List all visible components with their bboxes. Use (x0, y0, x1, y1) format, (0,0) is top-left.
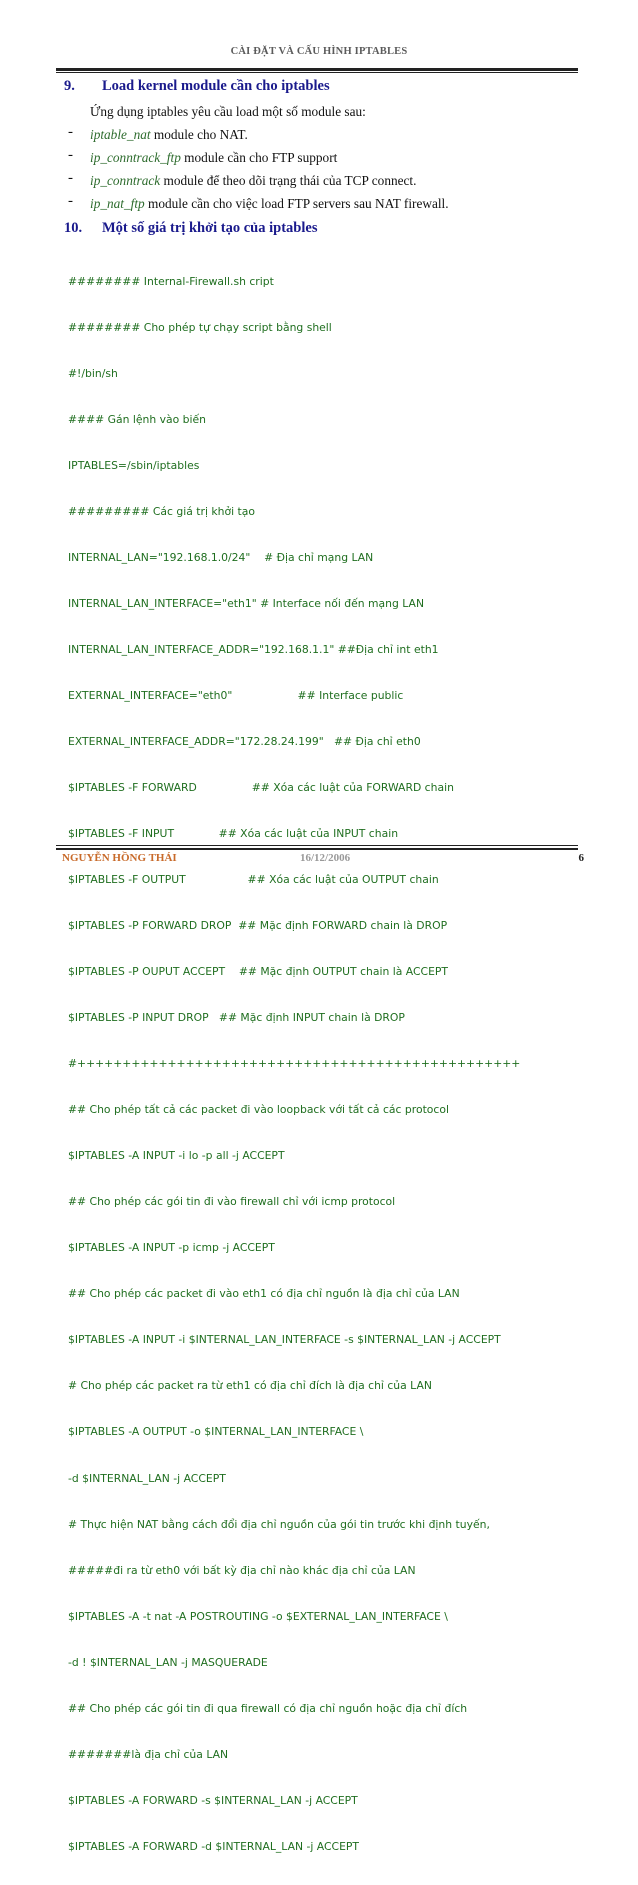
code-line: ######### Các giá trị khởi tạo (68, 504, 255, 518)
code-line: EXTERNAL_INTERFACE="eth0" ## Interface public (68, 688, 404, 702)
footer-author: NGUYỄN HỒNG THÁI (62, 852, 177, 864)
code-line: ######## Internal-Firewall.sh cript (68, 274, 274, 288)
module-desc: module cần cho việc load FTP servers sau NAT firewall. (144, 196, 449, 211)
code-line: INTERNAL_LAN_INTERFACE="eth1" # Interface nối đến mạng LAN (68, 596, 425, 610)
code-line: #######là địa chỉ của LAN (68, 1747, 229, 1761)
bullet-dash: - (68, 147, 73, 163)
code-line: ## Cho phép tất cả các packet đi vào loopback với tất cả các protocol (68, 1103, 449, 1117)
code-line: ## Cho phép các packet đi vào eth1 có địa chỉ nguồn là địa chỉ của LAN (68, 1287, 460, 1301)
module-desc: module cho NAT. (150, 127, 248, 142)
code-line: ## Cho phép các gói tin đi vào firewall chỉ với icmp protocol (68, 1195, 396, 1209)
code-line: #### Gán lệnh vào biến (68, 412, 207, 426)
code-line: $IPTABLES -F OUTPUT ## Xóa các luật của OUTPUT chain (68, 873, 439, 887)
footer-rule-thick (56, 848, 578, 850)
script-code-block (68, 243, 520, 1885)
footer-date: 16/12/2006 (300, 852, 351, 864)
module-name: ip_conntrack (90, 173, 161, 188)
module-name: ip_conntrack_ftp (90, 150, 181, 165)
module-name: ip_nat_ftp (90, 196, 145, 211)
code-line: $IPTABLES -A INPUT -p icmp -j ACCEPT (68, 1241, 275, 1255)
code-line: -d $INTERNAL_LAN -j ACCEPT (68, 1471, 226, 1485)
section-10-number: 10. (64, 220, 83, 236)
code-line: #+++++++++++++++++++++++++++++++++++++++++++++++++ (68, 1057, 521, 1071)
section-9-title: Load kernel module cần cho iptables (102, 78, 330, 94)
module-item (90, 127, 248, 143)
code-line: $IPTABLES -A INPUT -i lo -p all -j ACCEPT (68, 1149, 285, 1163)
footer-rule (56, 845, 578, 846)
module-desc: module để theo dõi trạng thái của TCP connect. (160, 173, 417, 188)
module-item (90, 196, 449, 212)
code-line: -d ! $INTERNAL_LAN -j MASQUERADE (68, 1655, 268, 1669)
code-line: $IPTABLES -P OUPUT ACCEPT ## Mặc định OUTPUT chain là ACCEPT (68, 965, 448, 979)
code-line: INTERNAL_LAN_INTERFACE_ADDR="192.168.1.1" ##Địa chỉ int eth1 (68, 642, 439, 656)
page-number: 6 (578, 852, 584, 864)
code-line: $IPTABLES -P INPUT DROP ## Mặc định INPUT chain là DROP (68, 1011, 405, 1025)
module-item (90, 150, 337, 166)
code-line: EXTERNAL_INTERFACE_ADDR="172.28.24.199" ## Địa chỉ eth0 (68, 735, 421, 748)
code-line: # Thực hiện NAT bằng cách đổi địa chỉ nguồn của gói tin trước khi định tuyến, (68, 1517, 490, 1531)
bullet-dash: - (68, 124, 73, 140)
code-line: IPTABLES=/sbin/iptables (68, 458, 200, 472)
section-10-title: Một số giá trị khởi tạo của iptables (102, 220, 318, 236)
code-line: $IPTABLES -F FORWARD ## Xóa các luật của FORWARD chain (68, 781, 454, 795)
section-9-number: 9. (64, 78, 75, 94)
code-line: #!/bin/sh (68, 366, 118, 380)
bullet-dash: - (68, 193, 73, 209)
bullet-dash: - (68, 170, 73, 186)
module-item (90, 173, 416, 189)
code-line: $IPTABLES -A FORWARD -s $INTERNAL_LAN -j ACCEPT (68, 1793, 358, 1807)
module-desc: module cần cho FTP support (180, 150, 338, 165)
code-line: $IPTABLES -F INPUT ## Xóa các luật của INPUT chain (68, 827, 399, 841)
code-line: ## Cho phép các gói tin đi qua firewall có địa chỉ nguồn hoặc địa chỉ đích (68, 1701, 468, 1715)
code-line: $IPTABLES -A FORWARD -d $INTERNAL_LAN -j ACCEPT (68, 1839, 359, 1853)
code-line: INTERNAL_LAN="192.168.1.0/24" # Địa chỉ mạng LAN (68, 550, 374, 564)
header-title: CÀI ĐẶT VÀ CẤU HÌNH IPTABLES (230, 46, 408, 57)
header-rule-thin (56, 72, 578, 73)
code-line: $IPTABLES -A -t nat -A POSTROUTING -o $EXTERNAL_LAN_INTERFACE \ (68, 1609, 448, 1623)
code-line: $IPTABLES -A OUTPUT -o $INTERNAL_LAN_INTERFACE \ (68, 1425, 364, 1439)
code-line: ######## Cho phép tự chạy script bằng shell (68, 320, 332, 334)
code-line: # Cho phép các packet ra từ eth1 có địa chỉ đích là địa chỉ của LAN (68, 1379, 432, 1393)
header-rule (56, 68, 578, 71)
section-9-intro: Ứng dụng iptables yêu cầu load một số module sau: (90, 104, 366, 119)
module-name: iptable_nat (90, 127, 151, 142)
code-line: #####đi ra từ eth0 với bất kỳ địa chỉ nào khác địa chỉ của LAN (68, 1563, 416, 1577)
code-line: $IPTABLES -A INPUT -i $INTERNAL_LAN_INTERFACE -s $INTERNAL_LAN -j ACCEPT (68, 1333, 501, 1347)
code-line: $IPTABLES -P FORWARD DROP ## Mặc định FORWARD chain là DROP (68, 919, 448, 933)
